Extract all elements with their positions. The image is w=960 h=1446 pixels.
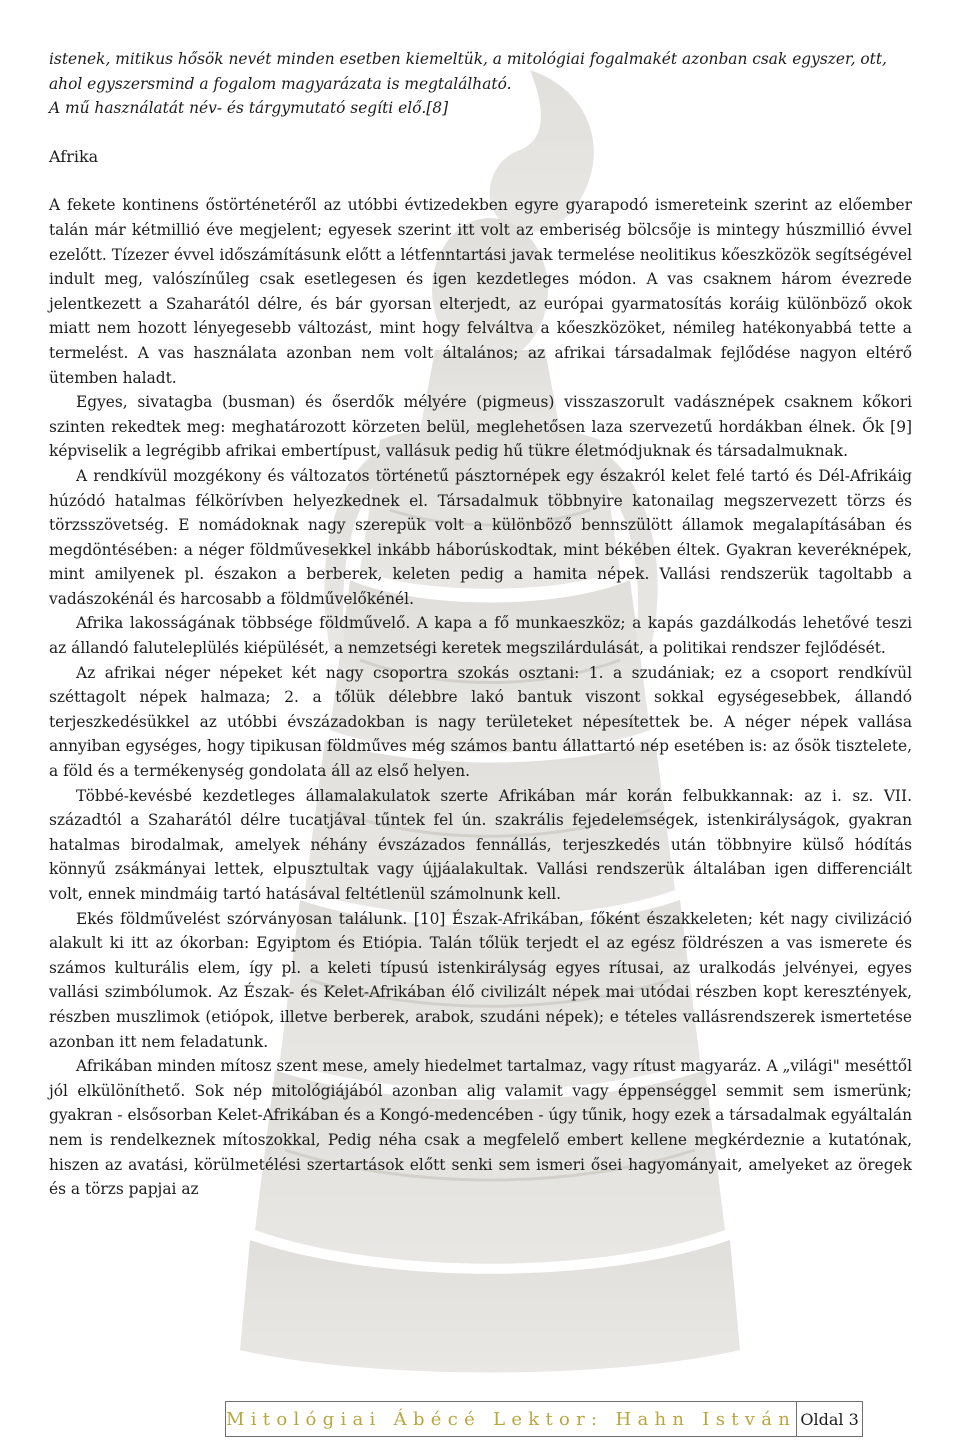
page-footer: [225, 1401, 863, 1437]
paragraph-8: Afrikában minden mítosz szent mese, amely hiedelmet tartalmaz, vagy rítust magyaráz. A „világi" meséttől jól elkülöníthető. Sok nép mitológiájából azonban alig valamit vagy éppenséggel semmit sem ismerünk; gyakran - elsősorban Kelet-Afrikában és a Kongó-medencében - úgy tűnik, hogy ezek a társadalmak egyáltalán nem is rendelkeznek mítoszokkal, Pedig néha csak a megfelelő embert kellene megkérdeznie a kutatónak, hiszen az avatási, körülmetélési szertartások előtt senki sem ismeri ősei hagyományait, amelyeket az öregek és a törzs papjai az: [49, 1057, 912, 1199]
footer-page-number: Oldal 3: [800, 1409, 859, 1429]
intro-block: [49, 47, 912, 121]
paragraph-6: Többé-kevésbé kezdetleges államalakulatok szerte Afrikában már korán felbukkannak: az i. sz. VII. századtól a Szaharától délre tucatjával tűntek fel ún. szakrális fejedelemségek, istenkirályságok, gyakran hatalmas birodalmak, amelyek néhány évszázados fennállás, terjeszkedés után többnyire külső hódítás könnyű zsákmányai lettek, elpusztultak vagy újjáalakultak. Vallási rendszerük általában igen differenciált volt, ennek mindmáig tartó hatásával feltétlenül számolnunk kell.: [49, 786, 912, 903]
paragraph-3: A rendkívül mozgékony és változatos történetű pásztornépek egy északról kelet felé tartó és Dél-Afrikáig húzódó hatalmas félkörívben helyezkednek el. Társadalmuk többnyire katonailag megszervezett törzs és törzsszövetség. E nomádoknak nagy szerepük volt a különböző bennszülött államok megalapításában és megdöntésében: a néger földművesekkel inkább háborúskodtak, mint békében éltek. Gyakran keveréknépek, mint amilyenek pl. északon a berberek, keleten pedig a hamita népek. Vallási rendszerük tagoltabb a vadászokénál és harcosabb a földművelőkénél.: [49, 466, 912, 608]
footer-book-title: Mitológiai Ábécé Lektor: Hahn István: [226, 1402, 797, 1436]
intro-line-2: A mű használatát név- és tárgymutató segíti elő.[8]: [49, 99, 449, 118]
section-heading: Afrika: [49, 146, 99, 166]
paragraph-7: Ekés földművelést szórványosan találunk. [10] Észak-Afrikában, főként északkeleten; két nagy civilizáció alakult ki itt az ókorban: Egyiptom és Etiópia. Talán tőlük terjedt el az egész földrészen a vas ismerete és számos kulturális elem, így pl. a keleti típusú istenkirályság egyes rítusai, az uralkodás jelvényei, egyes vallási szimbólumok. Az Észak- és Kelet-Afrikában élő civilizált népek mai utódai részben kopt keresztények, részben muszlimok (etiópok, illetve berberek, arabok, szudáni népek); e tételes vallásrendszerek ismertetése azonban itt nem feladatunk.: [49, 909, 912, 1051]
paragraph-1: A fekete kontinens őstörténetéről az utóbbi évtizedekben egyre gyarapodó ismereteink szerint az előember talán már kétmillió éve megjelent; egyesek szerint itt volt az emberiség bölcsője is mintegy húszmillió évvel ezelőtt. Tízezer évvel időszámításunk előtt a létfenntartási javak termelése neolitikus kőeszközök segítségével indult meg, valószínűleg csak esetlegesen és igen kezdetleges módon. A vas csaknem három évezrede jelentkezett a Szaharától délre, és bár gyorsan elterjedt, az európai gyarmatosítás koráig különböző okok miatt nem hozott lényegesebb változást, mint hogy felváltva a kőeszközöket, némileg hatékonyabbá tette a termelést. A vas használata azonban nem volt általános; az afrikai társadalmak fejlődése nagyon eltérő ütemben haladt.: [49, 196, 912, 387]
paragraph-4: Afrika lakosságának többsége földművelő. A kapa a fő munkaeszköz; a kapás gazdálkodás lehetővé teszi az állandó faluteleplülés kiépülését, a nemzetségi keretek megszilárdulását, a politikai rendszer fejlődését.: [49, 614, 912, 658]
paragraph-2: Egyes, sivatagba (busman) és őserdők mélyére (pigmeus) visszaszorult vadásznépek csaknem kőkori szinten rekedtek meg: meghatározott körzeten belül, meglehetősen laza szervezetű hordákban élnek. Ők [9] képviselik a legrégibb afrikai embertípust, vallásuk pedig hű tükre életmódjuknak és társadalmuknak.: [49, 393, 912, 461]
intro-line-1: istenek, mitikus hősök nevét minden esetben kiemeltük, a mitológiai fogalmakét azonban csak egyszer, ott, ahol egyszersmind a fogalom magyarázata is megtalálható.: [49, 50, 887, 93]
body-text: [49, 193, 912, 1201]
paragraph-5: Az afrikai néger népeket két nagy csoportra szokás osztani: 1. a szudániak; ez a csoport rendkívül széttagolt népek halmaza; 2. a tőlük délebbre lakó bantuk viszont sokkal egységesebbek, állandó terjeszkedésükkel az utóbbi évszázadokban is nagy területeket népesítettek be. A néger népek vallása annyiban egységes, hogy tipikusan földműves még számos bantu állattartó nép esetében is: az ősök tisztelete, a föld és a termékenység gondolata áll az első helyen.: [49, 663, 912, 781]
